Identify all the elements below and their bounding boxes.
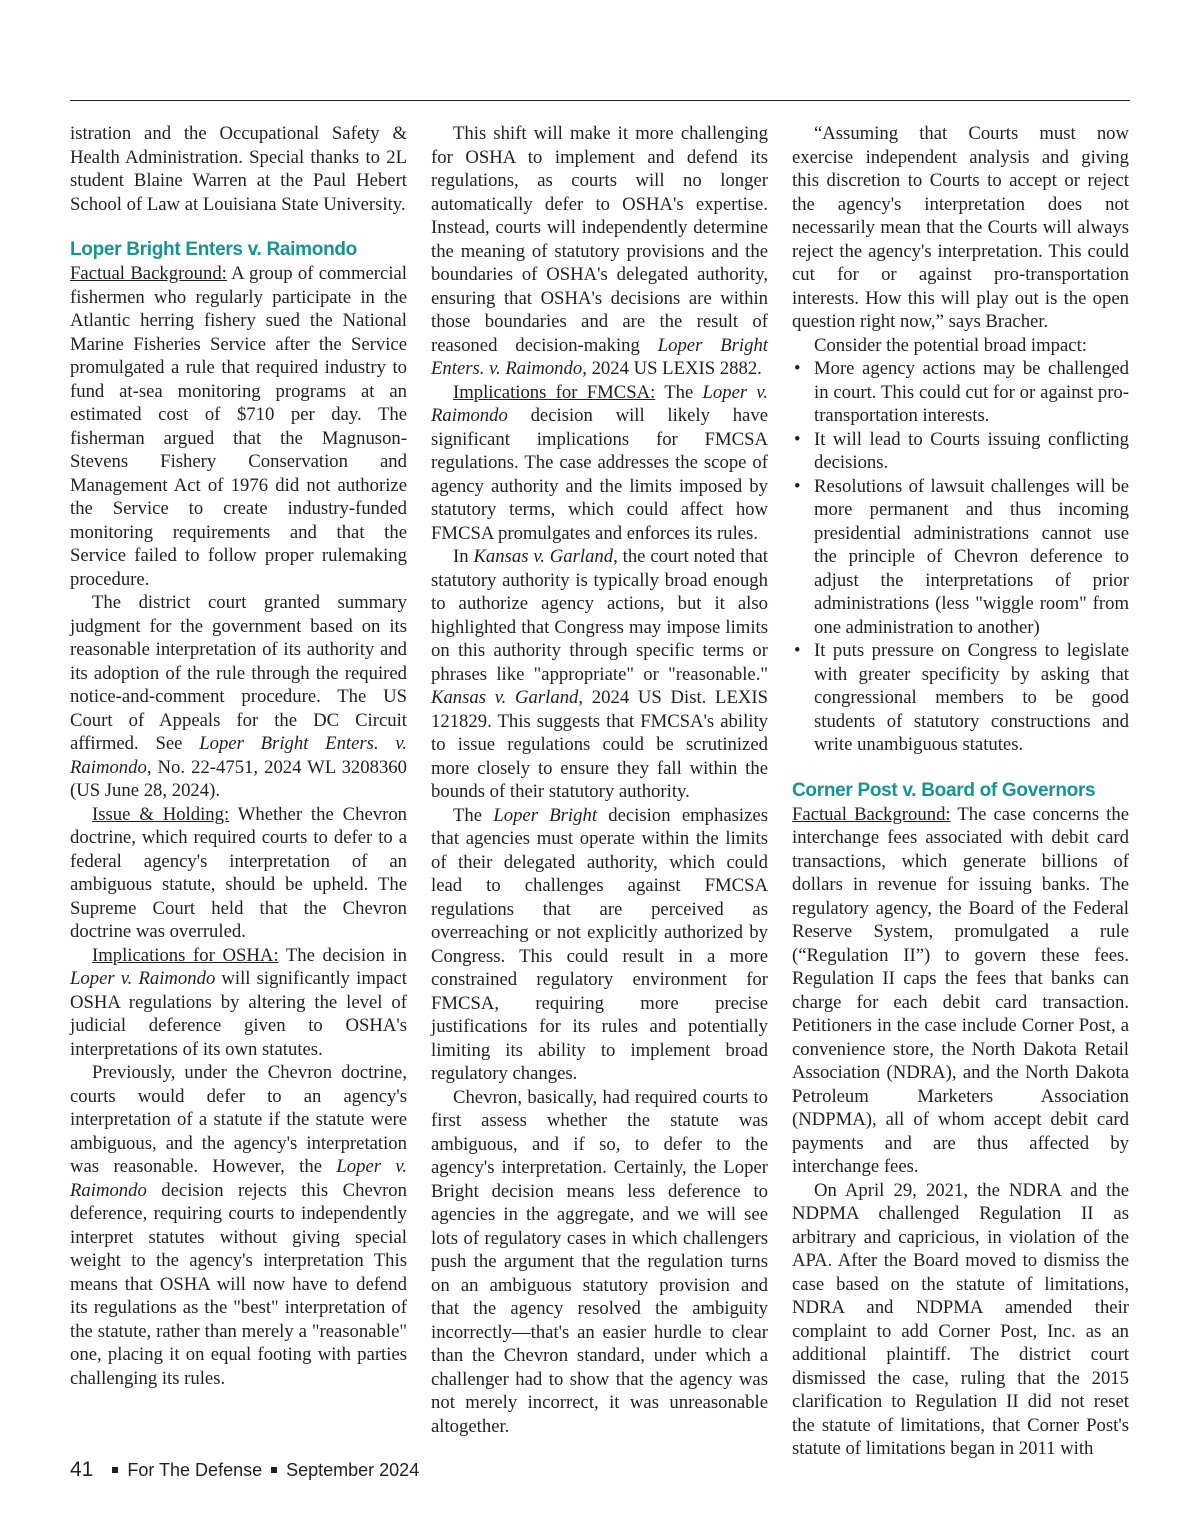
paragraph: [431, 381, 768, 546]
case-name: Loper v. Raimondo: [70, 1156, 407, 1201]
label-issue-holding: Issue & Holding:: [92, 803, 230, 825]
paragraph: Chevron, basically, had required courts to first assess whether the statute was ambiguous, and if so, to defer to the agency's interpretation. Certainly, the Loper Bright decision means less deference to agencies in the aggregate, and we will see lots of regulatory cases in which challengers push the argument that the regulation turns on an ambiguous statutory provision and that the agency resolved the ambiguity incorrectly—that's an easier hurdle to clear than the Chevron standard, under which a challenger had to show that the agency was not merely incorrect, it was unreasonable altogether.: [431, 1086, 768, 1437]
paragraph: Consider the potential broad impact:: [814, 334, 1087, 356]
case-name: Loper v. Raimondo: [70, 968, 216, 989]
column-3: [792, 122, 1129, 1461]
paragraph: [70, 591, 407, 803]
text: decision will likely have significant implications for FMCSA regulations. The case addresses the scope of agency authority and the limits imposed by statutory terms, which could affect how FMCSA promulgates and enforces its rules.: [431, 405, 768, 544]
separator-square-icon: [112, 1467, 118, 1473]
issue-date: September 2024: [286, 1460, 420, 1480]
text: The: [655, 381, 703, 403]
header-rule: [70, 100, 1130, 101]
publication-name: For The Defense: [127, 1460, 263, 1480]
page-number: 41: [70, 1458, 94, 1481]
case-name: Loper Bright Enters. v. Raimondo: [431, 334, 768, 379]
text: , 2024 US LEXIS 2882.: [582, 358, 762, 379]
text: The case concerns the interchange fees associated with debit card transactions, which generate billions of dollars in revenue for issuing banks. The regulatory agency, the Board of the Federal Reserve System, promulgated a rule (“Regulation II”) to govern these fees. Regulation II caps the fees that banks can charge for each debit card transaction. Petitioners in the case include Corner Post, a convenience store, the North Dakota Retail Association (NDRA), and the North Dakota Petroleum Marketers Association (NDPMA), all of whom accept debit card payments and are thus affected by interchange fees.: [792, 803, 1129, 1177]
text: A group of commercial fishermen who regularly participate in the Atlantic herring fishery sued the National Marine Fisheries Service after the Service promulgated a rule that required industry to fund at-sea monitoring programs at an estimated cost of $710 per day. The fisherman argued that the Magnuson-Stevens Fishery Conservation and Management Act of 1976 did not authorize the Service to create industry-funded monitoring requirements and that the Service failed to follow proper rulemaking procedure.: [70, 263, 407, 590]
column-1: [70, 122, 407, 1390]
paragraph: [70, 803, 407, 944]
case-name: Kansas v. Garland: [431, 687, 579, 708]
paragraph: [431, 804, 768, 1086]
paragraph: istration and the Occupational Safety & Health Administration. Special thanks to 2L student Blaine Warren at the Paul Hebert School of Law at Louisiana State University.: [70, 123, 407, 215]
section-heading-corner-post: Corner Post v. Board of Governors: [792, 779, 1096, 801]
page-footer: [70, 1458, 419, 1482]
text: Previously, under the Chevron doctrine, courts would defer to an agency's interpretation of a statute if the statute were ambiguous, and the agency's interpretation was reasonable. However, the: [70, 1062, 407, 1177]
text: This shift will make it more challenging for OSHA to implement and defend its regulations, as courts will no longer automatically defer to OSHA's expertise. Instead, courts will independently determine the meaning of statutory provisions and the boundaries of OSHA's delegated authority, ensuring that OSHA's decisions are within those boundaries and are the result of reasoned decision-making: [431, 123, 768, 356]
separator-square-icon: [271, 1467, 277, 1473]
impact-bullet-list: [792, 357, 1129, 757]
case-name: Loper v. Raimondo: [431, 381, 768, 426]
bullet-item: • It puts pressure on Congress to legislate with greater specificity by asking that congressional members to be good students of statutory constructions and write unambiguous statutes.: [792, 639, 1129, 757]
case-name: Loper Bright Enters. v. Raimondo: [70, 733, 407, 778]
paragraph: [70, 944, 407, 1062]
text: The district court granted summary judgment for the government based on its reasonable interpretation of its authority and its adoption of the rule through the required notice-and-comment procedure. The US Court of Appeals for the DC Circuit affirmed. See: [70, 592, 407, 754]
bullet-item: • It will lead to Courts issuing conflicting decisions.: [792, 428, 1129, 475]
case-name: Kansas v. Garland: [473, 546, 614, 567]
bullet-item: • More agency actions may be challenged in court. This could cut for or against pro-transportation interests.: [792, 357, 1129, 428]
text: , 2024 US Dist. LEXIS 121829. This suggests that FMCSA's ability to issue regulations could be scrutinized more closely to ensure they fall within the bounds of their statutory authority.: [431, 687, 768, 802]
paragraph: [431, 545, 768, 804]
paragraph: [431, 122, 768, 381]
text: , No. 22-4751, 2024 WL 3208360 (US June 28, 2024).: [70, 756, 407, 801]
text: , the court noted that statutory authority is typically broad enough to authorize agency actions, but it also highlighted that Congress may impose limits on this authority through specific terms or phrases like "appropriate" or "reasonable.": [431, 546, 768, 685]
text: In: [453, 546, 474, 567]
label-factual-background: Factual Background:: [70, 263, 227, 284]
text: decision rejects this Chevron deference, requiring courts to independently interpret statutes without giving special weight to the agency's interpretation This means that OSHA will now have to defend its regulations as the "best" interpretation of the statute, rather than merely a "reasonable" one, placing it on equal footing with parties challenging its rules.: [70, 1179, 407, 1389]
paragraph: On April 29, 2021, the NDRA and the NDPMA challenged Regulation II as arbitrary and capricious, in violation of the APA. After the Board moved to dismiss the case based on the statute of limitations, NDRA and NDPMA amended their complaint to add Corner Post, Inc. as an additional plaintiff. The district court dismissed the case, ruling that the 2015 clarification to Regulation II did not reset the statute of limitations, that Corner Post's statute of limitations began in 2011 with: [792, 1179, 1129, 1459]
case-name: Loper Bright: [493, 804, 598, 826]
quote-paragraph: “Assuming that Courts must now exercise independent analysis and giving this discretion to Courts to accept or reject the agency's interpretation does not necessarily mean that the Courts will always reject the agency's interpretation. This could cut for or against pro-transportation interests. How this will play out is the open question right now,” says Bracher.: [792, 123, 1129, 332]
text: decision emphasizes that agencies must operate within the limits of their delegated authority, which could lead to challenges against FMCSA regulations that are perceived as overreaching or not explicitly authorized by Congress. This could result in a more constrained regulatory environment for FMCSA, requiring more precise justifications for its rules and potentially limiting its ability to implement broad regulatory changes.: [431, 804, 768, 1084]
label-factual-background: Factual Background:: [792, 803, 951, 825]
text: The decision in: [278, 944, 408, 966]
section-heading-loper-bright: Loper Bright Enters v. Raimondo: [70, 239, 357, 260]
text: Whether the Chevron doctrine, which required courts to defer to a federal agency's interpretation of an ambiguous statute, should be upheld. The Supreme Court held that the Chevron doctrine was overruled.: [70, 803, 408, 942]
paragraph: [792, 803, 1129, 1179]
text: will significantly impact OSHA regulations by altering the level of judicial deference given to OSHA's interpretations of its own statutes.: [70, 968, 407, 1060]
paragraph: [70, 262, 407, 591]
paragraph: [70, 1061, 407, 1390]
label-implications-fmcsa: Implications for FMCSA:: [453, 381, 656, 403]
bullet-item: • Resolutions of lawsuit challenges will be more permanent and thus incoming presidential administrations cannot use the principle of Chevron deference to adjust the interpretations of prior administrations (less "wiggle room" from one administration to another): [792, 475, 1129, 640]
label-implications-osha: Implications for OSHA:: [92, 944, 279, 966]
text: The: [453, 804, 494, 826]
column-2: [431, 122, 768, 1438]
